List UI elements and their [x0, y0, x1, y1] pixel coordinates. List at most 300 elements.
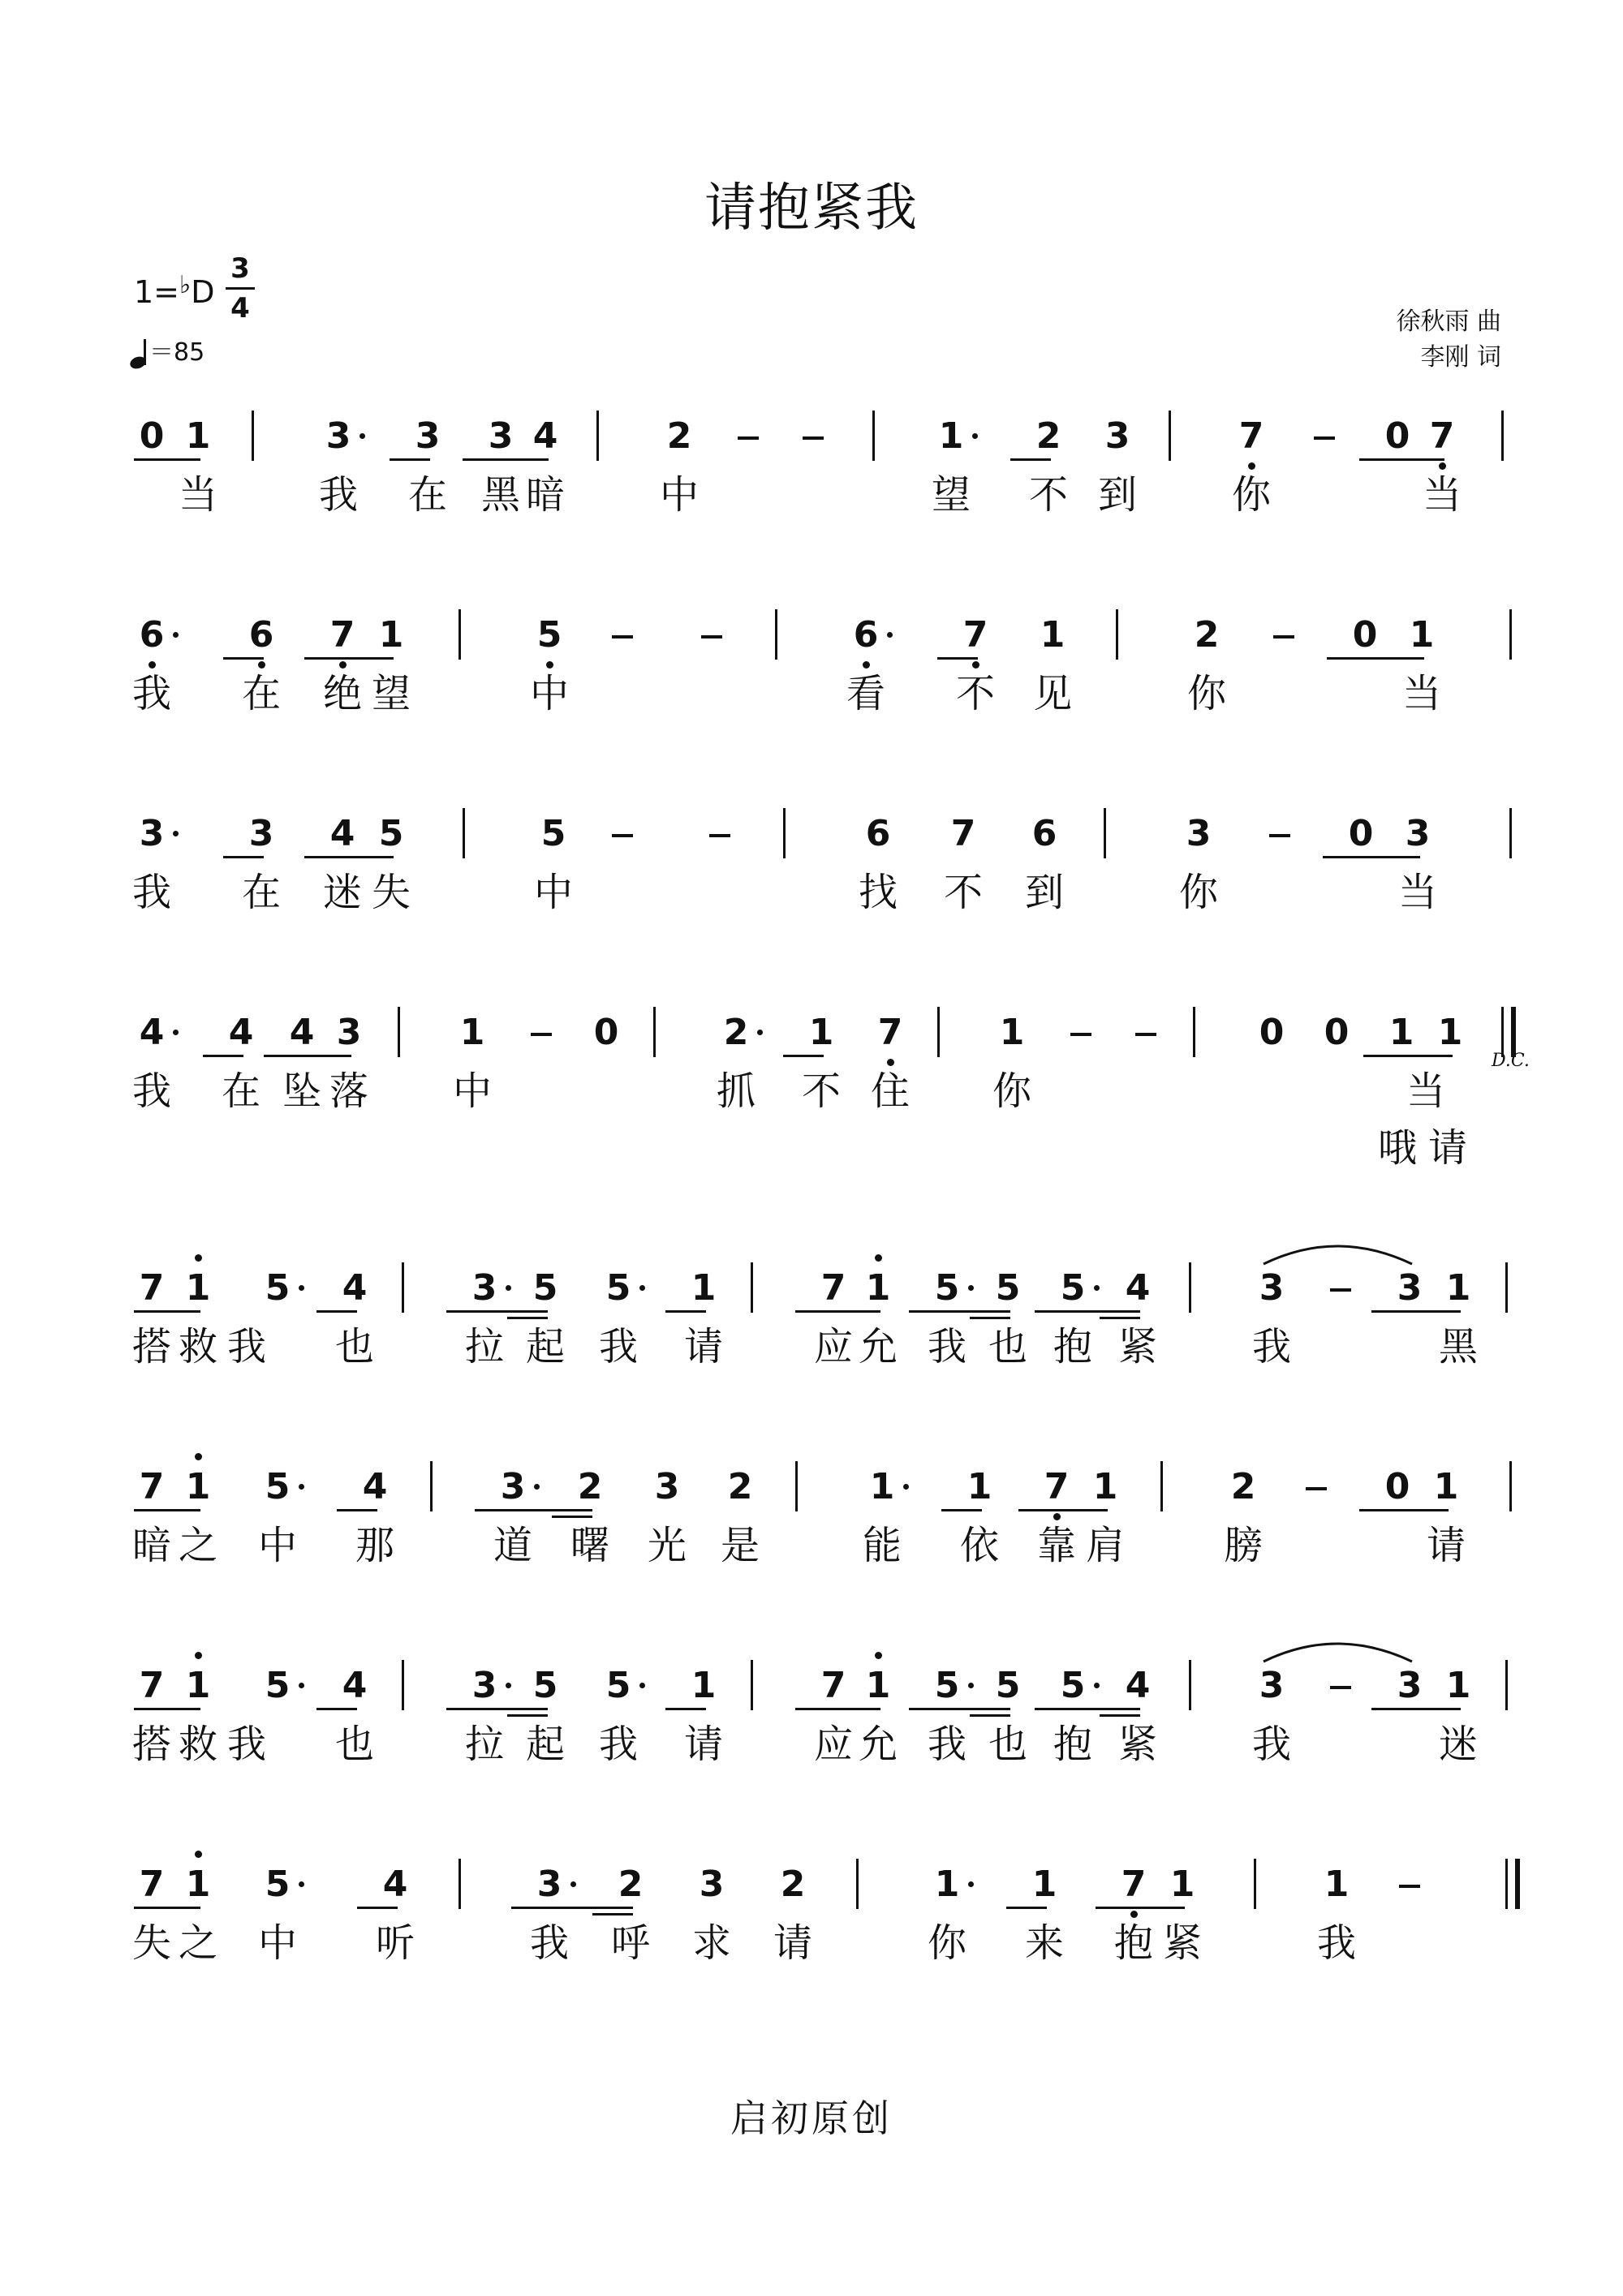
final-barline-thin	[1505, 1859, 1508, 1909]
lyric-char: 在	[221, 1068, 260, 1114]
octave-dot-below	[1053, 1513, 1061, 1520]
lyric-char: 我	[1251, 1722, 1291, 1767]
lyric-char: 中	[529, 671, 569, 716]
note-numeral: 5	[265, 1864, 291, 1905]
note-numeral: 3	[1397, 1665, 1423, 1706]
notation-line	[0, 1464, 1623, 1643]
meter-bottom: 4	[230, 292, 250, 325]
lyric-char: 起	[525, 1722, 565, 1767]
beam-underline	[1006, 1907, 1047, 1909]
note-numeral: 7	[1429, 415, 1455, 457]
note-numeral: 4	[362, 1466, 388, 1507]
barline	[463, 808, 465, 858]
song-title: 请抱紧我	[704, 178, 919, 239]
lyric-char: 膀	[1223, 1523, 1263, 1568]
beam-underline	[390, 458, 430, 461]
barline	[458, 609, 461, 660]
lyric-char: 你	[1186, 671, 1226, 716]
note-numeral: 1	[459, 1012, 485, 1053]
note-numeral: 0	[1348, 813, 1374, 854]
notation-line	[0, 1266, 1623, 1444]
lyric-char: 不	[1028, 472, 1068, 518]
note-numeral: 7	[139, 1466, 165, 1507]
note-numeral: 3	[536, 1864, 562, 1905]
augmentation-dot	[299, 1683, 304, 1688]
lyric-char: 我	[131, 870, 171, 915]
beam-underline	[1100, 1317, 1140, 1319]
note-numeral: 5	[540, 813, 566, 854]
barline	[430, 1461, 433, 1511]
note-numeral: 4	[1125, 1665, 1151, 1706]
beam-underline	[446, 1708, 548, 1710]
lyric-char: 搭	[131, 1324, 171, 1369]
barline	[1254, 1859, 1256, 1909]
lyric-char: 坠	[282, 1068, 321, 1114]
note-numeral: 2	[780, 1864, 806, 1905]
note-numeral: 6	[248, 614, 274, 656]
note-numeral: 3	[471, 1267, 497, 1309]
note-numeral: 0	[1352, 614, 1378, 656]
lyric-char: 搭	[131, 1722, 171, 1767]
barline	[1193, 1007, 1195, 1057]
lyric-char: 落	[329, 1068, 368, 1114]
lyric-char: 你	[1231, 472, 1271, 518]
note-numeral: 1	[185, 1864, 211, 1905]
barline	[795, 1461, 798, 1511]
barline	[1189, 1660, 1191, 1710]
barline	[402, 1660, 404, 1710]
lyric-char: 也	[334, 1324, 374, 1369]
octave-dot-below	[887, 1059, 894, 1066]
beam-underline	[795, 1310, 880, 1313]
lyric-char: 见	[1032, 671, 1072, 716]
lyric-char: 暗	[131, 1523, 171, 1568]
octave-dot-below	[1248, 462, 1255, 470]
lyric-char: 依	[959, 1523, 999, 1568]
lyric-char: 请	[683, 1324, 723, 1369]
credits	[1396, 304, 1501, 376]
barline	[1169, 411, 1171, 461]
note-numeral: 1	[1445, 1267, 1471, 1309]
note-numeral: 5	[265, 1665, 291, 1706]
barline	[1160, 1461, 1163, 1511]
note-numeral: 7	[139, 1665, 165, 1706]
note-numeral: 7	[950, 813, 976, 854]
beam-underline	[665, 1708, 706, 1710]
lyric-char: 在	[241, 671, 281, 716]
note-numeral: 5	[934, 1665, 960, 1706]
barline	[937, 1007, 940, 1057]
lyric-char: 当	[1422, 472, 1462, 518]
augmentation-dot	[359, 433, 365, 439]
lyric-char: 请	[773, 1920, 812, 1966]
note-numeral: 7	[1044, 1466, 1070, 1507]
notation-line	[0, 811, 1623, 990]
note-numeral: 5	[995, 1267, 1021, 1309]
lyric-char: 到	[1024, 870, 1064, 915]
note-numeral: 5	[995, 1665, 1021, 1706]
barline	[398, 1007, 400, 1057]
augmentation-dot	[506, 1285, 511, 1291]
sustain-dash	[701, 635, 722, 638]
sustain-dash	[1330, 1288, 1351, 1292]
octave-dot-above	[195, 1652, 202, 1659]
note-numeral: 1	[185, 415, 211, 457]
beam-underline	[264, 1055, 351, 1057]
beam-underline	[1359, 458, 1444, 461]
augmentation-dot	[299, 1285, 304, 1291]
barline	[751, 1262, 753, 1313]
beam-underline	[1327, 657, 1424, 660]
note-numeral: 3	[325, 415, 351, 457]
note-numeral: 2	[577, 1466, 603, 1507]
lyric-char: 找	[858, 870, 898, 915]
final-barline-thick	[1511, 1007, 1516, 1057]
note-numeral: 1	[966, 1466, 992, 1507]
sustain-dash	[1314, 436, 1335, 440]
augmentation-dot	[173, 632, 179, 638]
lyric-char: 望	[931, 472, 971, 518]
note-numeral: 1	[1169, 1864, 1195, 1905]
note-numeral: 2	[727, 1466, 753, 1507]
note-numeral: 5	[536, 614, 562, 656]
note-numeral: 0	[1324, 1012, 1350, 1053]
note-numeral: 4	[228, 1012, 254, 1053]
sustain-dash	[709, 834, 730, 837]
beam-underline	[304, 657, 394, 660]
augmentation-dot	[570, 1881, 576, 1887]
lyric-char: 听	[375, 1920, 415, 1966]
beam-underline	[970, 1714, 1010, 1717]
beam-underline	[1363, 1055, 1453, 1057]
note-numeral: 7	[820, 1665, 846, 1706]
lyric-char: 当	[1397, 870, 1437, 915]
note-numeral: 5	[605, 1665, 631, 1706]
barline	[1501, 411, 1504, 461]
barline	[1104, 808, 1106, 858]
lyric-char: 拉	[464, 1722, 504, 1767]
lyric-char: 起	[525, 1324, 565, 1369]
lyric-char: 紧	[1162, 1920, 1202, 1966]
note-numeral: 1	[185, 1267, 211, 1309]
beam-underline	[937, 657, 978, 660]
augmentation-dot	[534, 1484, 540, 1490]
octave-dot-below	[863, 661, 870, 669]
note-numeral: 4	[342, 1267, 368, 1309]
note-numeral: 0	[1384, 1466, 1410, 1507]
tie-slur	[1262, 1632, 1428, 1665]
note-numeral: 1	[1040, 614, 1065, 656]
note-numeral: 3	[654, 1466, 680, 1507]
beam-underline	[970, 1317, 1010, 1319]
augmentation-dot	[299, 1881, 304, 1887]
note-numeral: 1	[1433, 1466, 1459, 1507]
lyric-char: 我	[1316, 1920, 1356, 1966]
lyric-char: 我	[529, 1920, 569, 1966]
lyric-char: 中	[452, 1068, 492, 1114]
beam-underline	[446, 1310, 548, 1313]
lyric-char: 抓	[716, 1068, 756, 1114]
note-numeral: 5	[532, 1267, 558, 1309]
barline	[596, 411, 599, 461]
note-numeral: 2	[723, 1012, 749, 1053]
octave-dot-above	[195, 1453, 202, 1460]
lyric-char: 黑	[480, 472, 520, 518]
lyric-char: 紧	[1117, 1324, 1157, 1369]
note-numeral: 1	[1388, 1012, 1414, 1053]
barline	[775, 609, 777, 660]
beam-underline	[665, 1310, 706, 1313]
dc-marking: D.C.	[1492, 1051, 1530, 1071]
barline	[1505, 1660, 1508, 1710]
note-numeral: 3	[1397, 1267, 1423, 1309]
note-numeral: 7	[329, 614, 355, 656]
augmentation-dot	[506, 1683, 511, 1688]
note-numeral: 2	[618, 1864, 644, 1905]
lyric-char: 在	[407, 472, 447, 518]
note-numeral: 4	[289, 1012, 315, 1053]
beam-underline	[507, 1317, 548, 1319]
octave-dot-below	[1439, 462, 1446, 470]
lyric-char: 也	[988, 1722, 1027, 1767]
note-numeral: 3	[415, 415, 441, 457]
beam-underline	[134, 1509, 200, 1511]
beam-underline	[475, 1509, 592, 1511]
beam-underline	[1371, 1708, 1461, 1710]
note-numeral: 5	[378, 813, 404, 854]
beam-underline	[1035, 1708, 1140, 1710]
beam-underline	[1096, 1907, 1185, 1909]
lyric-char: 看	[846, 671, 885, 716]
beam-underline	[1018, 1509, 1108, 1511]
augmentation-dot	[968, 1683, 974, 1688]
sustain-dash	[1306, 1487, 1327, 1490]
note-numeral: 1	[869, 1466, 895, 1507]
lyric-char: 望	[371, 671, 411, 716]
sustain-dash	[1269, 834, 1290, 837]
sustain-dash	[1399, 1885, 1420, 1888]
lyric-char: 我	[1251, 1324, 1291, 1369]
beam-underline	[1323, 856, 1420, 858]
sustain-dash	[531, 1033, 552, 1036]
beam-underline	[1359, 1509, 1449, 1511]
augmentation-dot	[1094, 1285, 1100, 1291]
time-signature	[226, 253, 255, 324]
tempo-value: ＝85	[149, 338, 205, 367]
lyric-char: 迷	[1438, 1722, 1478, 1767]
note-numeral: 2	[666, 415, 692, 457]
footer-credit: 启初原创	[730, 2096, 893, 2140]
note-numeral: 1	[1445, 1665, 1471, 1706]
note-numeral: 1	[691, 1267, 717, 1309]
note-numeral: 1	[1092, 1466, 1118, 1507]
note-numeral: 1	[378, 614, 404, 656]
lyric-char: 失	[131, 1920, 171, 1966]
lyric-char: 在	[241, 870, 281, 915]
note-numeral: 4	[139, 1012, 165, 1053]
note-numeral: 1	[185, 1466, 211, 1507]
note-numeral: 5	[265, 1267, 291, 1309]
octave-dot-below	[258, 661, 265, 669]
tie-slur	[1262, 1235, 1428, 1267]
note-numeral: 4	[329, 813, 355, 854]
note-numeral: 3	[1259, 1665, 1285, 1706]
lyric-char: 不	[943, 870, 983, 915]
lyric-char: 我	[131, 671, 171, 716]
augmentation-dot	[639, 1683, 645, 1688]
note-numeral: 3	[1405, 813, 1431, 854]
lyric-char-alt: 请	[1427, 1125, 1467, 1171]
lyric-char: 之	[178, 1523, 217, 1568]
note-numeral: 6	[853, 614, 879, 656]
lyric-char: 我	[927, 1324, 966, 1369]
barline	[783, 808, 786, 858]
beam-underline	[1100, 1714, 1140, 1717]
octave-dot-above	[875, 1652, 882, 1659]
note-numeral: 5	[265, 1466, 291, 1507]
note-numeral: 2	[1035, 415, 1061, 457]
lyric-char: 失	[371, 870, 411, 915]
barline	[751, 1660, 753, 1710]
lyric-char: 抱	[1053, 1722, 1092, 1767]
lyricist-credit: 李刚 词	[1420, 343, 1501, 372]
lyric-char: 之	[178, 1920, 217, 1966]
lyric-char: 曙	[570, 1523, 609, 1568]
lyric-char: 我	[598, 1324, 638, 1369]
note-numeral: 1	[185, 1665, 211, 1706]
lyric-char: 肩	[1085, 1523, 1125, 1568]
lyric-char: 中	[659, 472, 699, 518]
sustain-dash	[612, 834, 633, 837]
lyric-char: 到	[1097, 472, 1137, 518]
lyric-char-alt: 哦	[1377, 1125, 1417, 1171]
composer-credit: 徐秋雨 曲	[1396, 307, 1501, 336]
octave-dot-below	[1130, 1911, 1138, 1918]
beam-underline	[134, 458, 200, 461]
note-numeral: 1	[1324, 1864, 1350, 1905]
lyric-char: 中	[533, 870, 573, 915]
beam-underline	[223, 657, 264, 660]
notation-line	[0, 613, 1623, 791]
octave-dot-above	[195, 1851, 202, 1858]
lyric-char: 抱	[1113, 1920, 1153, 1966]
beam-underline	[357, 1907, 398, 1909]
lyric-char: 我	[927, 1722, 966, 1767]
beam-underline	[223, 856, 264, 858]
note-numeral: 0	[1259, 1012, 1285, 1053]
lyric-char: 应	[813, 1324, 853, 1369]
note-numeral: 3	[336, 1012, 362, 1053]
sustain-dash	[1273, 635, 1294, 638]
barline	[458, 1859, 461, 1909]
barline	[856, 1859, 859, 1909]
lyric-char: 迷	[322, 870, 362, 915]
note-numeral: 7	[139, 1864, 165, 1905]
sustain-dash	[612, 635, 633, 638]
augmentation-dot	[173, 1030, 179, 1035]
lyric-char: 呼	[610, 1920, 650, 1966]
note-numeral: 0	[1384, 415, 1410, 457]
note-numeral: 1	[808, 1012, 834, 1053]
lyric-char: 求	[691, 1920, 731, 1966]
beam-underline	[463, 458, 549, 461]
key-signature: 1=♭D	[134, 271, 215, 310]
notation-line	[0, 414, 1623, 592]
lyric-char: 你	[1178, 870, 1218, 915]
lyric-char: 靠	[1036, 1523, 1076, 1568]
beam-underline	[783, 1055, 824, 1057]
note-numeral: 1	[691, 1665, 717, 1706]
beam-underline	[552, 1516, 592, 1518]
sustain-dash	[1070, 1033, 1091, 1036]
barline	[872, 411, 875, 461]
lyric-char: 请	[683, 1722, 723, 1767]
sustain-dash	[1135, 1033, 1156, 1036]
note-numeral: 4	[532, 415, 558, 457]
note-numeral: 1	[1437, 1012, 1463, 1053]
note-numeral: 2	[1230, 1466, 1256, 1507]
meter-top: 3	[230, 252, 250, 285]
augmentation-dot	[903, 1484, 909, 1490]
note-numeral: 4	[1125, 1267, 1151, 1309]
beam-underline	[316, 1310, 357, 1313]
note-numeral: 1	[938, 415, 964, 457]
note-numeral: 5	[934, 1267, 960, 1309]
lyric-char: 你	[992, 1068, 1031, 1114]
barline	[1116, 609, 1118, 660]
note-numeral: 1	[999, 1012, 1025, 1053]
beam-underline	[795, 1708, 880, 1710]
note-numeral: 5	[605, 1267, 631, 1309]
lyric-char: 当	[1406, 1068, 1445, 1114]
note-numeral: 5	[1060, 1267, 1086, 1309]
note-numeral: 7	[1238, 415, 1264, 457]
lyric-char: 住	[870, 1068, 910, 1114]
lyric-char: 救	[178, 1722, 217, 1767]
note-numeral: 3	[1104, 415, 1130, 457]
barline	[1509, 609, 1512, 660]
lyric-char: 我	[131, 1068, 171, 1114]
final-barline-thin	[1501, 1007, 1504, 1057]
barline	[1509, 808, 1512, 858]
note-numeral: 7	[820, 1267, 846, 1309]
octave-dot-below	[546, 661, 553, 669]
beam-underline	[909, 1708, 1010, 1710]
lyric-char: 黑	[1438, 1324, 1478, 1369]
lyric-char: 不	[801, 1068, 841, 1114]
note-numeral: 1	[865, 1267, 891, 1309]
lyric-char: 那	[355, 1523, 394, 1568]
augmentation-dot	[757, 1030, 763, 1035]
augmentation-dot	[639, 1285, 645, 1291]
note-numeral: 7	[139, 1267, 165, 1309]
lyric-char: 当	[178, 472, 217, 518]
note-numeral: 2	[1194, 614, 1220, 656]
note-numeral: 0	[593, 1012, 619, 1053]
note-numeral: 3	[1259, 1267, 1285, 1309]
augmentation-dot	[972, 433, 978, 439]
note-numeral: 1	[1031, 1864, 1057, 1905]
lyric-char: 紧	[1117, 1722, 1157, 1767]
beam-underline	[316, 1708, 357, 1710]
octave-dot-below	[149, 661, 156, 669]
augmentation-dot	[887, 632, 893, 638]
note-numeral: 3	[500, 1466, 526, 1507]
note-numeral: 7	[877, 1012, 903, 1053]
octave-dot-above	[875, 1254, 882, 1262]
note-numeral: 3	[699, 1864, 725, 1905]
beam-underline	[134, 1708, 200, 1710]
